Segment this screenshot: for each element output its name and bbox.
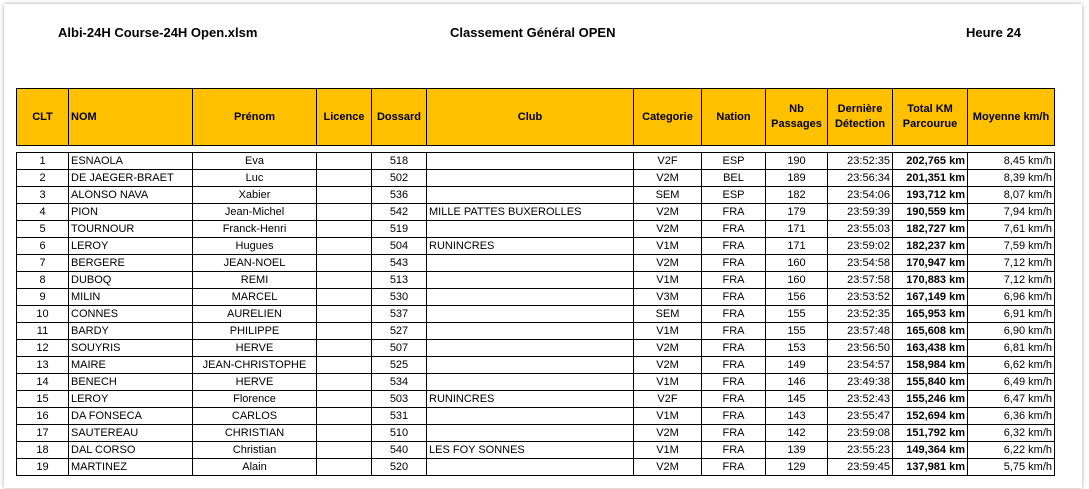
cell-dossard: 513 — [372, 272, 427, 289]
cell-nom: MILIN — [69, 289, 193, 306]
cell-total-km: 137,981 km — [893, 459, 968, 476]
cell-nb-passages: 155 — [766, 323, 828, 340]
cell-licence — [317, 289, 372, 306]
cell-licence — [317, 323, 372, 340]
table-row — [17, 153, 1055, 170]
cell-nation: FRA — [702, 221, 766, 238]
col-licence: Licence — [317, 89, 372, 146]
cell-nom: PION — [69, 204, 193, 221]
table-row — [17, 408, 1055, 425]
cell-derniere-detection: 23:59:39 — [828, 204, 893, 221]
cell-dossard: 527 — [372, 323, 427, 340]
cell-club — [427, 255, 634, 272]
cell-total-km: 155,246 km — [893, 391, 968, 408]
file-name: Albi-24H Course-24H Open.xlsm — [58, 25, 258, 40]
cell-nb-passages: 145 — [766, 391, 828, 408]
cell-licence — [317, 238, 372, 255]
table-row — [17, 221, 1055, 238]
cell-nation: FRA — [702, 459, 766, 476]
cell-dossard: 504 — [372, 238, 427, 255]
table-row — [17, 306, 1055, 323]
table-row — [17, 272, 1055, 289]
cell-licence — [317, 153, 372, 170]
cell-dossard: 530 — [372, 289, 427, 306]
cell-club — [427, 425, 634, 442]
cell-prenom: MARCEL — [193, 289, 317, 306]
cell-prenom: Hugues — [193, 238, 317, 255]
cell-nb-passages: 190 — [766, 153, 828, 170]
cell-total-km: 193,712 km — [893, 187, 968, 204]
cell-nom: DA FONSECA — [69, 408, 193, 425]
cell-dossard: 510 — [372, 425, 427, 442]
cell-clt: 9 — [17, 289, 69, 306]
cell-categorie: V2M — [634, 255, 702, 272]
cell-licence — [317, 204, 372, 221]
cell-nom: MARTINEZ — [69, 459, 193, 476]
cell-nom: ESNAOLA — [69, 153, 193, 170]
cell-nation: ESP — [702, 187, 766, 204]
cell-nation: FRA — [702, 306, 766, 323]
cell-nation: FRA — [702, 340, 766, 357]
cell-nom: SAUTEREAU — [69, 425, 193, 442]
cell-clt: 4 — [17, 204, 69, 221]
spacer-row — [17, 146, 1055, 153]
cell-dossard: 520 — [372, 459, 427, 476]
results-sheet — [4, 4, 1082, 488]
cell-dossard: 542 — [372, 204, 427, 221]
hour-label: Heure 24 — [966, 25, 1021, 40]
cell-prenom: JEAN-NOEL — [193, 255, 317, 272]
cell-moyenne: 5,75 km/h — [968, 459, 1055, 476]
cell-total-km: 149,364 km — [893, 442, 968, 459]
cell-derniere-detection: 23:53:52 — [828, 289, 893, 306]
cell-dossard: 503 — [372, 391, 427, 408]
cell-nation: FRA — [702, 255, 766, 272]
cell-derniere-detection: 23:55:03 — [828, 221, 893, 238]
cell-total-km: 163,438 km — [893, 340, 968, 357]
cell-moyenne: 6,96 km/h — [968, 289, 1055, 306]
cell-categorie: V2M — [634, 340, 702, 357]
cell-prenom: JEAN-CHRISTOPHE — [193, 357, 317, 374]
cell-dossard: 525 — [372, 357, 427, 374]
cell-derniere-detection: 23:57:48 — [828, 323, 893, 340]
cell-clt: 16 — [17, 408, 69, 425]
cell-licence — [317, 357, 372, 374]
cell-prenom: Luc — [193, 170, 317, 187]
cell-moyenne: 7,94 km/h — [968, 204, 1055, 221]
cell-moyenne: 7,12 km/h — [968, 255, 1055, 272]
cell-club — [427, 272, 634, 289]
table-row — [17, 255, 1055, 272]
col-moyenne: Moyenne km/h — [968, 89, 1055, 146]
col-nb-passages: Nb Passages — [766, 89, 828, 146]
cell-nom: TOURNOUR — [69, 221, 193, 238]
cell-categorie: V1M — [634, 272, 702, 289]
cell-categorie: V2M — [634, 204, 702, 221]
cell-moyenne: 6,62 km/h — [968, 357, 1055, 374]
cell-clt: 6 — [17, 238, 69, 255]
cell-nation: FRA — [702, 357, 766, 374]
table-row — [17, 425, 1055, 442]
cell-club — [427, 323, 634, 340]
cell-club: LES FOY SONNES — [427, 442, 634, 459]
cell-club — [427, 187, 634, 204]
cell-derniere-detection: 23:55:23 — [828, 442, 893, 459]
cell-categorie: V2F — [634, 153, 702, 170]
cell-club — [427, 289, 634, 306]
cell-prenom: Florence — [193, 391, 317, 408]
cell-moyenne: 6,32 km/h — [968, 425, 1055, 442]
cell-moyenne: 6,47 km/h — [968, 391, 1055, 408]
cell-club — [427, 306, 634, 323]
cell-derniere-detection: 23:54:57 — [828, 357, 893, 374]
cell-nom: BENECH — [69, 374, 193, 391]
cell-total-km: 165,953 km — [893, 306, 968, 323]
cell-nb-passages: 156 — [766, 289, 828, 306]
cell-categorie: V2M — [634, 459, 702, 476]
cell-nom: DE JAEGER-BRAET — [69, 170, 193, 187]
cell-nation: FRA — [702, 272, 766, 289]
cell-licence — [317, 340, 372, 357]
table-row — [17, 170, 1055, 187]
table-row — [17, 238, 1055, 255]
cell-nation: FRA — [702, 374, 766, 391]
cell-prenom: HERVE — [193, 374, 317, 391]
cell-prenom: Christian — [193, 442, 317, 459]
cell-nb-passages: 129 — [766, 459, 828, 476]
cell-nb-passages: 149 — [766, 357, 828, 374]
cell-nation: FRA — [702, 425, 766, 442]
table-row — [17, 340, 1055, 357]
cell-prenom: PHILIPPE — [193, 323, 317, 340]
cell-categorie: V3M — [634, 289, 702, 306]
cell-club: MILLE PATTES BUXEROLLES — [427, 204, 634, 221]
cell-clt: 7 — [17, 255, 69, 272]
cell-licence — [317, 442, 372, 459]
cell-categorie: SEM — [634, 306, 702, 323]
cell-dossard: 502 — [372, 170, 427, 187]
cell-clt: 19 — [17, 459, 69, 476]
cell-categorie: V1M — [634, 442, 702, 459]
cell-total-km: 158,984 km — [893, 357, 968, 374]
cell-categorie: V1M — [634, 323, 702, 340]
cell-total-km: 170,947 km — [893, 255, 968, 272]
cell-categorie: SEM — [634, 187, 702, 204]
cell-categorie: V1M — [634, 408, 702, 425]
cell-prenom: Franck-Henri — [193, 221, 317, 238]
cell-nb-passages: 142 — [766, 425, 828, 442]
cell-clt: 8 — [17, 272, 69, 289]
cell-nation: FRA — [702, 323, 766, 340]
cell-dossard: 543 — [372, 255, 427, 272]
cell-total-km: 167,149 km — [893, 289, 968, 306]
cell-total-km: 152,694 km — [893, 408, 968, 425]
cell-nation: BEL — [702, 170, 766, 187]
cell-nom: CONNES — [69, 306, 193, 323]
cell-club — [427, 221, 634, 238]
cell-moyenne: 6,81 km/h — [968, 340, 1055, 357]
col-derniere-detection: Dernière Détection — [828, 89, 893, 146]
cell-prenom: Alain — [193, 459, 317, 476]
table-row — [17, 391, 1055, 408]
cell-derniere-detection: 23:54:06 — [828, 187, 893, 204]
cell-moyenne: 6,90 km/h — [968, 323, 1055, 340]
cell-total-km: 182,727 km — [893, 221, 968, 238]
cell-derniere-detection: 23:52:35 — [828, 153, 893, 170]
cell-derniere-detection: 23:56:50 — [828, 340, 893, 357]
cell-derniere-detection: 23:57:58 — [828, 272, 893, 289]
table-row — [17, 442, 1055, 459]
cell-prenom: AURELIEN — [193, 306, 317, 323]
col-club: Club — [427, 89, 634, 146]
cell-nb-passages: 171 — [766, 221, 828, 238]
cell-dossard: 534 — [372, 374, 427, 391]
cell-dossard: 536 — [372, 187, 427, 204]
cell-total-km: 170,883 km — [893, 272, 968, 289]
cell-nom: SOUYRIS — [69, 340, 193, 357]
cell-nb-passages: 155 — [766, 306, 828, 323]
cell-club — [427, 357, 634, 374]
cell-nb-passages: 189 — [766, 170, 828, 187]
cell-prenom: Xabier — [193, 187, 317, 204]
cell-club — [427, 408, 634, 425]
cell-licence — [317, 272, 372, 289]
cell-nation: FRA — [702, 391, 766, 408]
cell-nation: ESP — [702, 153, 766, 170]
cell-club: RUNINCRES — [427, 238, 634, 255]
cell-nation: FRA — [702, 289, 766, 306]
spacer-cell — [17, 146, 1055, 153]
cell-clt: 3 — [17, 187, 69, 204]
cell-moyenne: 8,39 km/h — [968, 170, 1055, 187]
cell-prenom: REMI — [193, 272, 317, 289]
cell-licence — [317, 425, 372, 442]
cell-club — [427, 374, 634, 391]
cell-derniere-detection: 23:59:02 — [828, 238, 893, 255]
cell-nb-passages: 182 — [766, 187, 828, 204]
cell-moyenne: 6,49 km/h — [968, 374, 1055, 391]
cell-nation: FRA — [702, 408, 766, 425]
cell-licence — [317, 170, 372, 187]
table-row — [17, 187, 1055, 204]
cell-clt: 13 — [17, 357, 69, 374]
cell-total-km: 201,351 km — [893, 170, 968, 187]
table-row — [17, 323, 1055, 340]
cell-moyenne: 6,36 km/h — [968, 408, 1055, 425]
cell-categorie: V2M — [634, 170, 702, 187]
col-total-km: Total KM Parcourue — [893, 89, 968, 146]
cell-categorie: V1M — [634, 374, 702, 391]
cell-nom: DUBOQ — [69, 272, 193, 289]
cell-categorie: V2F — [634, 391, 702, 408]
cell-clt: 18 — [17, 442, 69, 459]
cell-clt: 10 — [17, 306, 69, 323]
cell-derniere-detection: 23:52:43 — [828, 391, 893, 408]
cell-prenom: Jean-Michel — [193, 204, 317, 221]
table-row — [17, 289, 1055, 306]
cell-licence — [317, 255, 372, 272]
cell-moyenne: 6,91 km/h — [968, 306, 1055, 323]
cell-nom: BERGERE — [69, 255, 193, 272]
cell-nom: DAL CORSO — [69, 442, 193, 459]
cell-total-km: 190,559 km — [893, 204, 968, 221]
cell-prenom: CARLOS — [193, 408, 317, 425]
cell-nom: MAIRE — [69, 357, 193, 374]
cell-nb-passages: 179 — [766, 204, 828, 221]
cell-prenom: CHRISTIAN — [193, 425, 317, 442]
cell-categorie: V2M — [634, 425, 702, 442]
cell-licence — [317, 391, 372, 408]
col-prenom: Prénom — [193, 89, 317, 146]
cell-derniere-detection: 23:52:35 — [828, 306, 893, 323]
cell-nation: FRA — [702, 238, 766, 255]
table-row — [17, 357, 1055, 374]
cell-moyenne: 6,22 km/h — [968, 442, 1055, 459]
cell-clt: 17 — [17, 425, 69, 442]
cell-prenom: Eva — [193, 153, 317, 170]
cell-club — [427, 170, 634, 187]
cell-nb-passages: 146 — [766, 374, 828, 391]
table-row — [17, 204, 1055, 221]
cell-licence — [317, 306, 372, 323]
cell-clt: 12 — [17, 340, 69, 357]
cell-dossard: 540 — [372, 442, 427, 459]
cell-derniere-detection: 23:59:08 — [828, 425, 893, 442]
cell-dossard: 507 — [372, 340, 427, 357]
results-table — [16, 88, 1055, 476]
cell-derniere-detection: 23:49:38 — [828, 374, 893, 391]
col-nom: NOM — [69, 89, 193, 146]
cell-moyenne: 7,59 km/h — [968, 238, 1055, 255]
cell-moyenne: 8,07 km/h — [968, 187, 1055, 204]
cell-nb-passages: 171 — [766, 238, 828, 255]
cell-licence — [317, 187, 372, 204]
col-clt: CLT — [17, 89, 69, 146]
cell-nb-passages: 143 — [766, 408, 828, 425]
cell-club — [427, 153, 634, 170]
col-nation: Nation — [702, 89, 766, 146]
cell-derniere-detection: 23:55:47 — [828, 408, 893, 425]
cell-derniere-detection: 23:54:58 — [828, 255, 893, 272]
table-row — [17, 459, 1055, 476]
cell-nb-passages: 139 — [766, 442, 828, 459]
cell-club — [427, 340, 634, 357]
cell-derniere-detection: 23:56:34 — [828, 170, 893, 187]
cell-total-km: 202,765 km — [893, 153, 968, 170]
cell-moyenne: 7,61 km/h — [968, 221, 1055, 238]
cell-prenom: HERVE — [193, 340, 317, 357]
cell-clt: 15 — [17, 391, 69, 408]
cell-clt: 5 — [17, 221, 69, 238]
cell-club: RUNINCRES — [427, 391, 634, 408]
col-dossard: Dossard — [372, 89, 427, 146]
cell-moyenne: 7,12 km/h — [968, 272, 1055, 289]
cell-nation: FRA — [702, 442, 766, 459]
cell-clt: 14 — [17, 374, 69, 391]
cell-moyenne: 8,45 km/h — [968, 153, 1055, 170]
cell-dossard: 537 — [372, 306, 427, 323]
cell-categorie: V2M — [634, 357, 702, 374]
page-title: Classement Général OPEN — [450, 25, 616, 40]
cell-dossard: 519 — [372, 221, 427, 238]
cell-categorie: V1M — [634, 238, 702, 255]
cell-clt: 2 — [17, 170, 69, 187]
cell-licence — [317, 459, 372, 476]
cell-nb-passages: 160 — [766, 255, 828, 272]
col-categorie: Categorie — [634, 89, 702, 146]
cell-total-km: 165,608 km — [893, 323, 968, 340]
cell-nom: LEROY — [69, 391, 193, 408]
cell-dossard: 518 — [372, 153, 427, 170]
cell-nom: LEROY — [69, 238, 193, 255]
cell-licence — [317, 221, 372, 238]
cell-nation: FRA — [702, 204, 766, 221]
cell-categorie: V2M — [634, 221, 702, 238]
cell-clt: 1 — [17, 153, 69, 170]
cell-nom: BARDY — [69, 323, 193, 340]
cell-club — [427, 459, 634, 476]
cell-nb-passages: 160 — [766, 272, 828, 289]
cell-nb-passages: 153 — [766, 340, 828, 357]
header-row — [17, 89, 1055, 146]
cell-total-km: 151,792 km — [893, 425, 968, 442]
cell-total-km: 182,237 km — [893, 238, 968, 255]
cell-total-km: 155,840 km — [893, 374, 968, 391]
cell-nom: ALONSO NAVA — [69, 187, 193, 204]
cell-licence — [317, 374, 372, 391]
table-row — [17, 374, 1055, 391]
cell-derniere-detection: 23:59:45 — [828, 459, 893, 476]
cell-clt: 11 — [17, 323, 69, 340]
cell-dossard: 531 — [372, 408, 427, 425]
cell-licence — [317, 408, 372, 425]
